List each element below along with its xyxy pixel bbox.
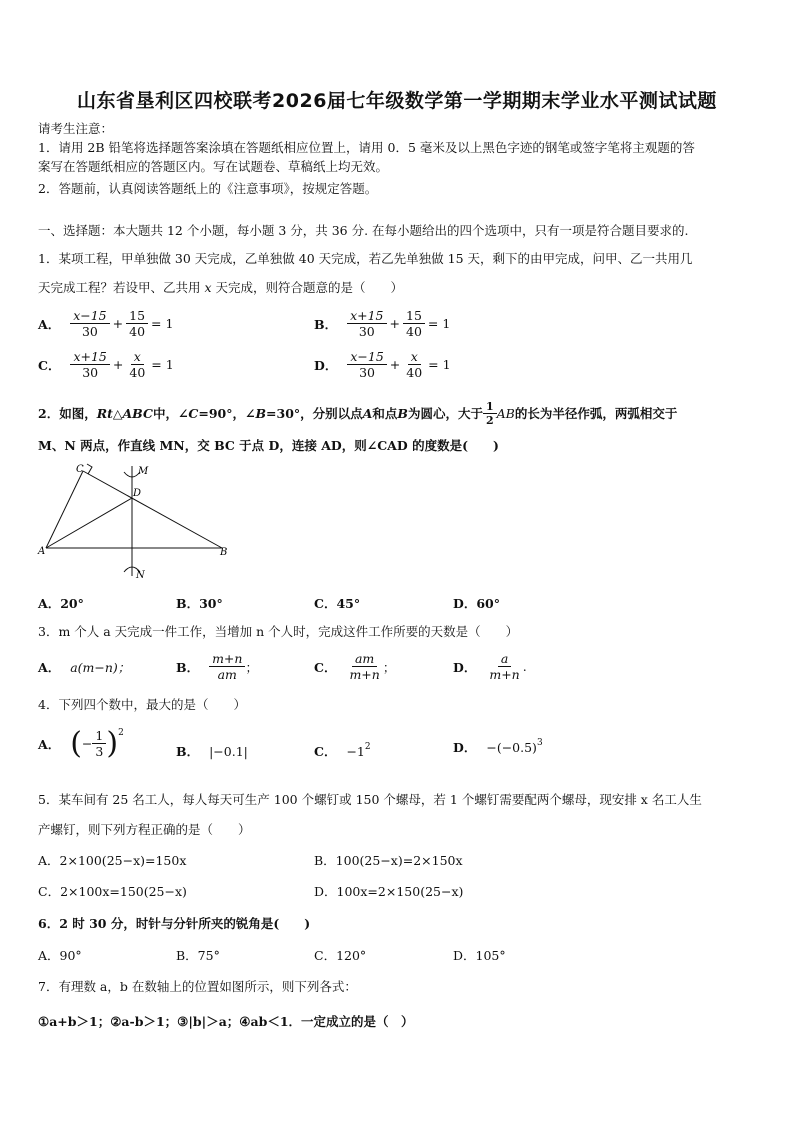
- label-c: C: [76, 464, 84, 475]
- q5-option-b[interactable]: B．100(25−x)=2×150x: [314, 853, 463, 868]
- q3-option-a[interactable]: A． a(m−n)；: [38, 660, 131, 675]
- q1-option-b[interactable]: B． $\frac{x+15}{30}$ + $\frac{15}{40}$ = 1: [314, 308, 451, 339]
- right-angle-mark: [87, 464, 92, 474]
- q2-option-c[interactable]: C．45°: [314, 596, 361, 611]
- q2-option-d[interactable]: D．60°: [453, 596, 500, 611]
- notice-item-1a: 1．请用 2B 铅笔将选择题答案涂填在答题纸相应位置上，请用 0．5 毫米及以上黑色字迹的钢笔或签字笔将主观题的答: [38, 140, 695, 155]
- q2-option-a[interactable]: A．20°: [38, 596, 84, 611]
- q7-line2: ①a+b＞1；②a-b＞1；③|b|＞a；④ab＜1．一定成立的是（ ）: [38, 1014, 414, 1029]
- q4-option-c[interactable]: C． −1 $^2$: [314, 742, 371, 759]
- q2-option-b[interactable]: B．30°: [176, 596, 223, 611]
- q4-line: 4．下列四个数中，最大的是（ ）: [38, 697, 246, 712]
- q3-option-d[interactable]: D． $\frac{a}{m+n}$ .: [453, 651, 527, 682]
- q6-option-a[interactable]: A．90°: [38, 948, 82, 963]
- q4-option-a[interactable]: A． ( − $\frac{1}{3}$ ) $^2$: [38, 725, 124, 761]
- side-cb: [83, 471, 222, 548]
- q1-var: x: [204, 280, 212, 295]
- notice-item-1b: 案写在答题纸相应的答题区内。写在试题卷、草稿纸上均无效。: [38, 159, 389, 174]
- q5-line1: 5．某车间有 25 名工人，每人每天可生产 100 个螺钉或 150 个螺母，若 1 个螺钉需要配两个螺母，现安排 x 名工人生: [38, 792, 702, 807]
- q3-line: 3．m 个人 a 天完成一件工作，当增加 n 个人时，完成这件工作所要的天数是（ ）: [38, 624, 519, 639]
- label-a: A: [38, 546, 46, 557]
- q6-option-d[interactable]: D．105°: [453, 948, 506, 963]
- q4-option-d[interactable]: D． −(−0.5) $^3$: [453, 738, 543, 755]
- section-heading: 一、选择题：本大题共 12 个小题，每小题 3 分，共 36 分. 在每小题给出的四个选项中，只有一项是符合题目要求的.: [38, 223, 689, 238]
- q5-line2: 产螺钉，则下列方程正确的是（ ）: [38, 822, 251, 837]
- q5-option-a[interactable]: A．2×100(25−x)=150x: [38, 853, 187, 868]
- page-title: 山东省垦利区四校联考2026届七年级数学第一学期期末学业水平测试试题: [77, 90, 717, 112]
- q7-line1: 7．有理数 a，b 在数轴上的位置如图所示，则下列各式：: [38, 979, 357, 994]
- q2-line2: M、N 两点，作直线 MN，交 BC 于点 D，连接 AD，则∠CAD 的度数是( ): [38, 438, 499, 453]
- notice-heading: 请考生注意：: [38, 121, 114, 136]
- label-m: M: [138, 466, 149, 477]
- q1-line2: [38, 279, 403, 297]
- side-ac: [46, 471, 83, 548]
- q1-option-a[interactable]: A． $\frac{x-15}{30}$ + $\frac{15}{40}$ = 1: [38, 308, 174, 339]
- label-n: N: [136, 570, 145, 581]
- q5-option-d[interactable]: D．100x=2×150(25−x): [314, 884, 464, 899]
- q6-option-c[interactable]: C．120°: [314, 948, 367, 963]
- q2-line1: 2．如图， Rt△ABC 中，∠ C =90°，∠ B =30°，分别以点 A 和点 B 为圆心，大于 $\frac{1}{2}$ AB 的长为半径作弧，两弧相交于: [38, 400, 678, 427]
- q6-line: 6．2 时 30 分，时针与分针所夹的锐角是( ): [38, 916, 311, 931]
- q6-option-b[interactable]: B．75°: [176, 948, 220, 963]
- q1-option-d[interactable]: D． $\frac{x-15}{30}$ + $\frac{x}{40}$ = 1: [314, 349, 451, 380]
- q2-triangle-figure: [36, 462, 236, 584]
- q4-option-b[interactable]: B． |−0.1|: [176, 743, 248, 759]
- q1-option-c[interactable]: C． $\frac{x+15}{30}$ + $\frac{x}{40}$ = 1: [38, 349, 174, 380]
- q3-option-b[interactable]: B． $\frac{m+n}{am}$ ；: [176, 651, 258, 682]
- q1-line2a: 天完成工程？若设甲、乙共用: [38, 280, 205, 295]
- segment-ad: [46, 498, 132, 548]
- label-d: D: [133, 488, 142, 499]
- q1-line2b: 天完成，则符合题意的是（ ）: [211, 280, 404, 295]
- notice-item-2: 2．答题前，认真阅读答题纸上的《注意事项》，按规定答题。: [38, 181, 378, 196]
- q1-line1: 1．某项工程，甲单独做 30 天完成，乙单独做 40 天完成，若乙先单独做 15 天，剩下的由甲完成，问甲、乙一共用几: [38, 251, 693, 266]
- label-b: B: [220, 547, 228, 558]
- q5-option-c[interactable]: C．2×100x=150(25−x): [38, 884, 187, 899]
- q3-option-c[interactable]: C． $\frac{am}{m+n}$ ；: [314, 651, 396, 682]
